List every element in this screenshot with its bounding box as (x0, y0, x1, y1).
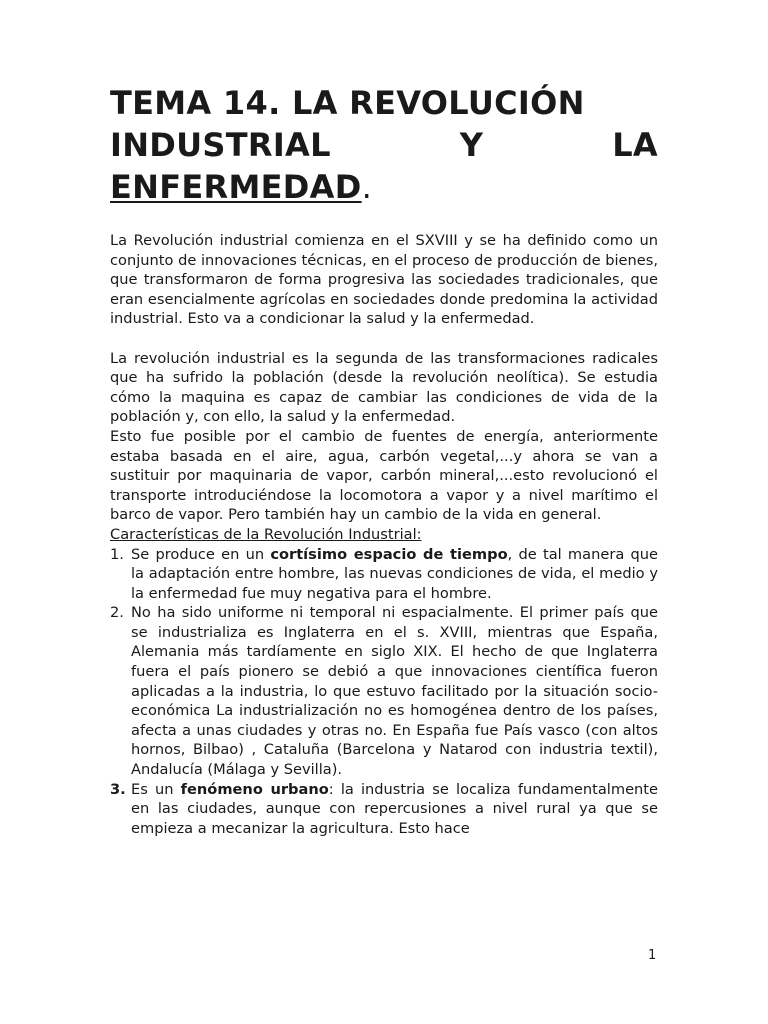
list-text (131, 780, 658, 839)
list-number: 2. (110, 604, 124, 622)
title-line-3-underlined: ENFERMEDAD (110, 168, 362, 206)
document-title (110, 82, 658, 208)
paragraph-2: La revolución industrial es la segunda de las transformaciones radicales que ha sufrido la población (desde la revolución neolítica). Se estudia cómo la maquina es capaz de cambiar las condiciones de vida de la población y, con ello, la salud y la enfermedad. (110, 349, 658, 426)
list-text-before: No ha sido uniforme ni temporal ni espacialmente. El primer país que se industrializa es Inglaterra en el s. XVIII, mientras que España, Alemania más tardíamente en siglo XIX. El hecho de que Inglaterra fuera el país pionero se debió a que innovaciones científica fueron aplicadas a la industria, lo que estuvo facilitado por la situación socio-económica La industrialización no es homogénea dentro de los países, afecta a unas ciudades y otras no. En España fue País vasco (con altos hornos, Bilbao) , Cataluña (Barcelona y Natarod con industria textil), Andalucía (Málaga y Sevilla). (131, 604, 658, 779)
list-number: 1. (110, 545, 124, 563)
list-text-after: : la industria se localiza fundamentalmente en las ciudades, aunque con repercusiones a nivel rural ya que se empieza a mecanizar la agricultura. Esto hace (131, 780, 659, 837)
paragraph-1: La Revolución industrial comienza en el SXVIII y se ha definido como un conjunto de innovaciones técnicas, en el proceso de producción de bienes, que transformaron de forma progresiva las sociedades tradicionales, que eran esencialmente agrícolas en sociedades donde predomina la actividad industrial. Esto va a condicionar la salud y la enfermedad. (110, 232, 658, 328)
list-number: 3. (110, 780, 126, 798)
title-line-3-suffix: . (361, 168, 373, 206)
paragraph-3: Esto fue posible por el cambio de fuentes de energía, anteriormente estaba basada en el aire, agua, carbón vegetal,...y ahora se van a sustituir por maquinaria de vapor, carbón mineral,...esto revolucionó el transporte introduciéndose la locomotora a vapor y a nivel marítimo el barco de vapor. Pero también hay un cambio de la vida en general. (110, 427, 658, 524)
list-text-bold: fenómeno urbano (180, 780, 329, 798)
list-item-1 (110, 545, 658, 604)
list-text-bold: cortísimo espacio de tiempo (270, 545, 508, 563)
title-line-2: INDUSTRIAL Y LA (110, 126, 658, 164)
list-text (131, 603, 658, 779)
list-item-3 (110, 780, 658, 839)
title-line-1: TEMA 14. LA REVOLUCIÓN (110, 84, 585, 122)
document-body (110, 231, 658, 838)
list-text-before: Es un (131, 780, 181, 798)
list-text-after: , de tal manera que la adaptación entre hombre, las nuevas condiciones de vida, el medio y la enfermedad fue muy negativa para el hombre. (131, 545, 658, 602)
list-text (131, 545, 658, 604)
list-text-before: Se produce en un (131, 545, 271, 563)
page-number: 1 (648, 948, 657, 963)
list-item-2 (110, 603, 658, 779)
section-heading: Características de la Revolución Industrial: (110, 525, 422, 543)
